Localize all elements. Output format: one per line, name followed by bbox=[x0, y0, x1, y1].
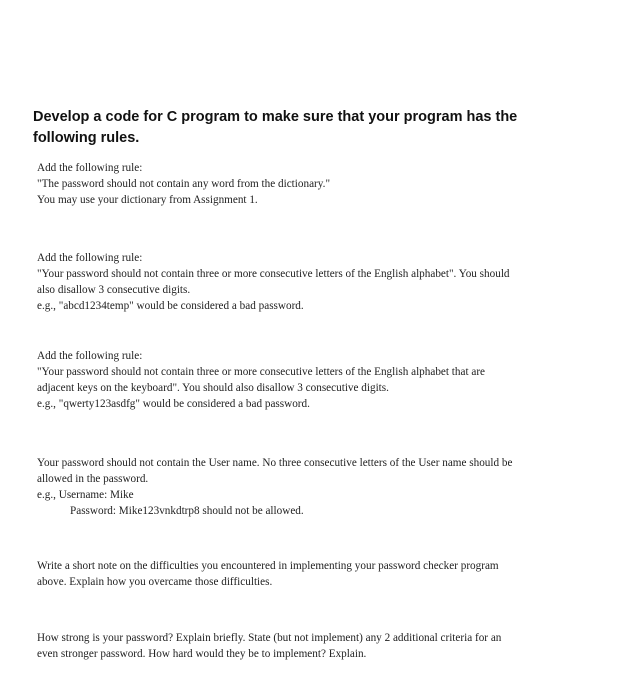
rule-example: e.g., "qwerty123asdfg" would be considered a bad password. bbox=[37, 398, 310, 410]
rule-text: "Your password should not contain three or more consecutive letters of the English alphabet". You should bbox=[37, 268, 510, 280]
prompt-text: even stronger password. How hard would they be to implement? Explain. bbox=[37, 648, 367, 660]
rule-note: You may use your dictionary from Assignment 1. bbox=[37, 194, 258, 206]
password-strength-block bbox=[37, 630, 602, 662]
heading-line: following rules. bbox=[33, 130, 140, 146]
short-note-block bbox=[37, 558, 602, 590]
prompt-text: How strong is your password? Explain briefly. State (but not implement) any 2 additional criteria for an bbox=[37, 632, 502, 644]
rule-text: adjacent keys on the keyboard". You should also disallow 3 consecutive digits. bbox=[37, 382, 389, 394]
rule-example-password: Password: Mike123vnkdtrp8 should not be allowed. bbox=[70, 505, 304, 517]
rule-text: also disallow 3 consecutive digits. bbox=[37, 284, 191, 296]
rule-text: "Your password should not contain three or more consecutive letters of the English alphabet that are bbox=[37, 366, 486, 378]
rule-consecutive-letters-block bbox=[37, 250, 602, 314]
rule-text: "The password should not contain any word from the dictionary." bbox=[37, 178, 331, 190]
rule-example-username: e.g., Username: Mike bbox=[37, 489, 134, 501]
rule-username-block bbox=[37, 455, 602, 519]
rule-keyboard-adjacent-block bbox=[37, 348, 602, 412]
heading-line: Develop a code for C program to make sure that your program has the bbox=[33, 109, 518, 125]
rule-text: Your password should not contain the User name. No three consecutive letters of the User name should be bbox=[37, 457, 513, 469]
prompt-text: Write a short note on the difficulties you encountered in implementing your password checker program bbox=[37, 560, 499, 572]
prompt-text: above. Explain how you overcame those difficulties. bbox=[37, 576, 273, 588]
rule-example: e.g., "abcd1234temp" would be considered a bad password. bbox=[37, 300, 304, 312]
rule-intro: Add the following rule: bbox=[37, 162, 143, 174]
rule-intro: Add the following rule: bbox=[37, 350, 143, 362]
assignment-heading bbox=[33, 107, 593, 149]
rule-intro: Add the following rule: bbox=[37, 252, 143, 264]
rule-dictionary-block bbox=[37, 160, 602, 208]
rule-text: allowed in the password. bbox=[37, 473, 149, 485]
